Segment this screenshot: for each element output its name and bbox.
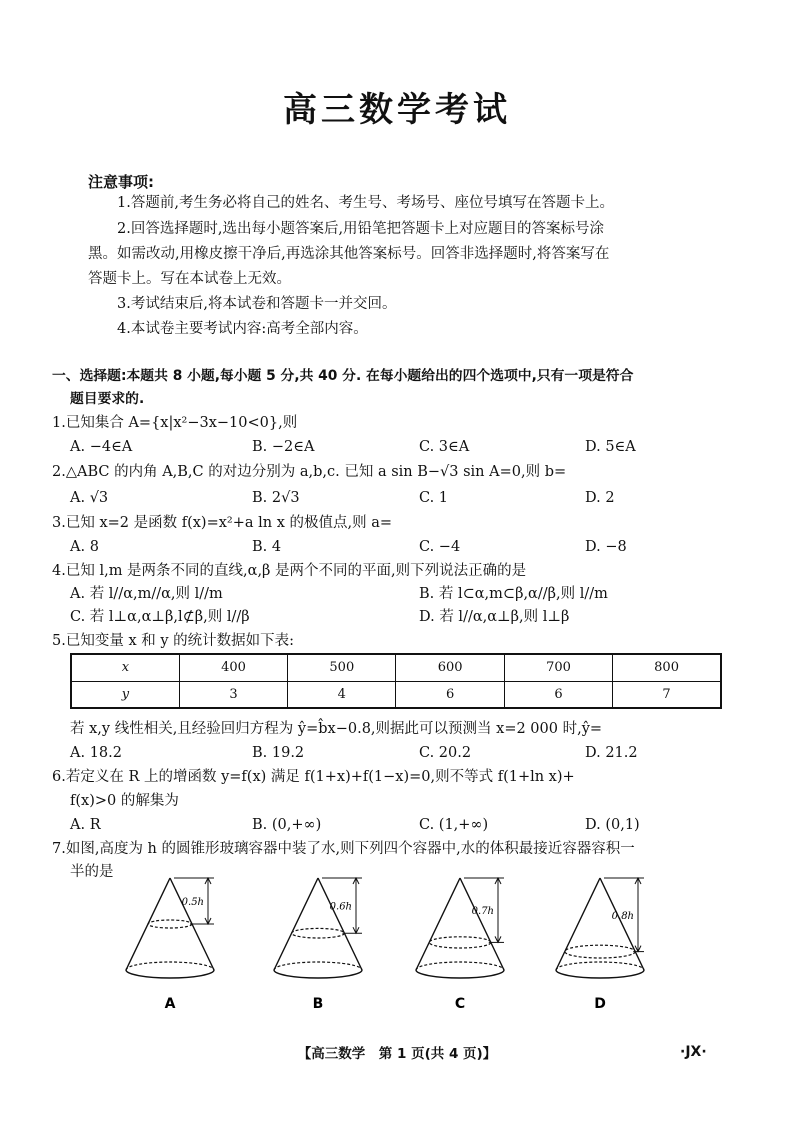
cone-option-c <box>416 878 504 1012</box>
q5-option-c: C. 20.2 <box>419 745 472 761</box>
notes-item: 1.答题前,考生务必将自己的姓名、考生号、考场号、座位号填写在答题卡上。 <box>117 195 614 211</box>
q2-option-d: D. 2 <box>585 490 615 506</box>
q4-option-d: D. 若 l//α,α⊥β,则 l⊥β <box>419 609 570 625</box>
table-cell: 800 <box>613 654 721 681</box>
table-cell: 700 <box>504 654 612 681</box>
height-label: 0.7h <box>471 906 494 918</box>
water-surface <box>148 920 192 928</box>
water-surface <box>429 937 491 948</box>
q2-option-b: B. 2√3 <box>252 490 300 506</box>
table-cell: 400 <box>179 654 287 681</box>
cone-side <box>460 878 504 970</box>
page-footer: 【高三数学 第 1 页(共 4 页)】 <box>297 1046 497 1062</box>
cone-option-d <box>556 878 644 1012</box>
q3-option-c: C. −4 <box>419 539 461 555</box>
cone-side <box>318 878 362 970</box>
q1-option-c: C. 3∈A <box>419 439 470 455</box>
height-label: 0.5h <box>181 897 204 908</box>
question-7-stem: 7.如图,高度为 h 的圆锥形玻璃容器中装了水,则下列四个容器中,水的体积最接近容器容积一 <box>52 841 635 857</box>
table-row-label: y <box>71 681 179 708</box>
cone-option-a <box>126 878 214 1012</box>
water-surface <box>565 945 635 958</box>
notes-item: 3.考试结束后,将本试卷和答题卡一并交回。 <box>117 296 397 312</box>
table-cell: 4 <box>288 681 396 708</box>
q1-option-a: A. −4∈A <box>70 439 133 455</box>
water-surface <box>292 928 345 938</box>
cone-side <box>274 878 318 970</box>
table-cell: 500 <box>288 654 396 681</box>
q5-option-b: B. 19.2 <box>252 745 305 761</box>
question-6-stem: 6.若定义在 R 上的增函数 y=f(x) 满足 f(1+x)+f(1−x)=0,则不等式 f(1+ln x)+ <box>52 769 575 785</box>
q2-option-a: A. √3 <box>70 490 109 506</box>
table-cell: 3 <box>179 681 287 708</box>
table-cell: 600 <box>396 654 504 681</box>
question-3-stem: 3.已知 x=2 是函数 f(x)=x²+a ln x 的极值点,则 a= <box>52 515 392 531</box>
cone-label: D <box>594 996 606 1012</box>
table-cell: 6 <box>396 681 504 708</box>
cone-side <box>600 878 644 970</box>
notes-item: 2.回答选择题时,选出每小题答案后,用铅笔把答题卡上对应题目的答案标号涂 <box>117 221 605 237</box>
height-label: 0.8h <box>611 910 634 922</box>
cone-figures <box>0 870 794 1020</box>
question-5-stem: 5.已知变量 x 和 y 的统计数据如下表: <box>52 633 295 649</box>
section-heading-cont: 题目要求的. <box>70 391 145 407</box>
question-5-text: 若 x,y 线性相关,且经验回归方程为 ŷ=b̂x−0.8,则据此可以预测当 x=2 000 时,ŷ= <box>70 721 603 737</box>
q2-option-c: C. 1 <box>419 490 449 506</box>
cone-side <box>416 878 460 970</box>
q6-option-d: D. (0,1) <box>585 817 640 833</box>
table-row-label: x <box>71 654 179 681</box>
cone-base-front <box>274 970 362 978</box>
q5-option-d: D. 21.2 <box>585 745 638 761</box>
cone-option-b <box>274 878 362 1012</box>
table-row <box>71 681 721 708</box>
cone-base-front <box>416 970 504 978</box>
q5-option-a: A. 18.2 <box>70 745 122 761</box>
cone-base-front <box>556 970 644 978</box>
notes-item: 黑。如需改动,用橡皮擦干净后,再选涂其他答案标号。回答非选择题时,将答案写在 <box>88 246 610 262</box>
cone-base-back <box>416 962 504 970</box>
q4-option-a: A. 若 l//α,m//α,则 l//m <box>70 586 223 602</box>
question-6-stem-cont: f(x)>0 的解集为 <box>70 793 179 809</box>
cone-base-back <box>556 962 644 970</box>
question-7-stem-cont: 半的是 <box>70 864 114 880</box>
cone-base-back <box>126 962 214 970</box>
cone-side <box>556 878 600 970</box>
section-heading: 一、选择题:本题共 8 小题,每小题 5 分,共 40 分. 在每小题给出的四个选项中,只有一项是符合 <box>52 368 634 384</box>
cone-label: B <box>312 996 324 1012</box>
notes-heading: 注意事项: <box>88 173 154 191</box>
notes-item: 4.本试卷主要考试内容:高考全部内容。 <box>117 321 368 337</box>
cone-label: A <box>164 996 176 1012</box>
question-1-stem: 1.已知集合 A={x|x²−3x−10<0},则 <box>52 415 298 431</box>
q6-option-b: B. (0,+∞) <box>252 817 322 833</box>
table-cell: 6 <box>504 681 612 708</box>
q3-option-a: A. 8 <box>70 539 99 555</box>
table-row <box>71 654 721 681</box>
table-cell: 7 <box>613 681 721 708</box>
cone-label: C <box>454 996 466 1012</box>
height-label: 0.6h <box>329 901 352 913</box>
q3-option-d: D. −8 <box>585 539 627 555</box>
q1-option-d: D. 5∈A <box>585 439 636 455</box>
notes-item: 答题卡上。写在本试卷上无效。 <box>88 271 291 287</box>
q4-option-b: B. 若 l⊂α,m⊂β,α//β,则 l//m <box>419 586 608 602</box>
question-2-stem: 2.△ABC 的内角 A,B,C 的对边分别为 a,b,c. 已知 a sin B−√3 sin A=0,则 b= <box>52 464 567 480</box>
q4-option-c: C. 若 l⊥α,α⊥β,l⊄β,则 l//β <box>70 609 250 625</box>
cone-base-front <box>126 970 214 978</box>
q3-option-b: B. 4 <box>252 539 282 555</box>
page-title: 高三数学考试 <box>283 90 511 130</box>
statistics-table <box>70 653 722 709</box>
footer-code: ·JX· <box>680 1044 707 1060</box>
q6-option-a: A. R <box>70 817 101 833</box>
cone-base-back <box>274 962 362 970</box>
question-4-stem: 4.已知 l,m 是两条不同的直线,α,β 是两个不同的平面,则下列说法正确的是 <box>52 563 527 579</box>
q1-option-b: B. −2∈A <box>252 439 315 455</box>
q6-option-c: C. (1,+∞) <box>419 817 489 833</box>
